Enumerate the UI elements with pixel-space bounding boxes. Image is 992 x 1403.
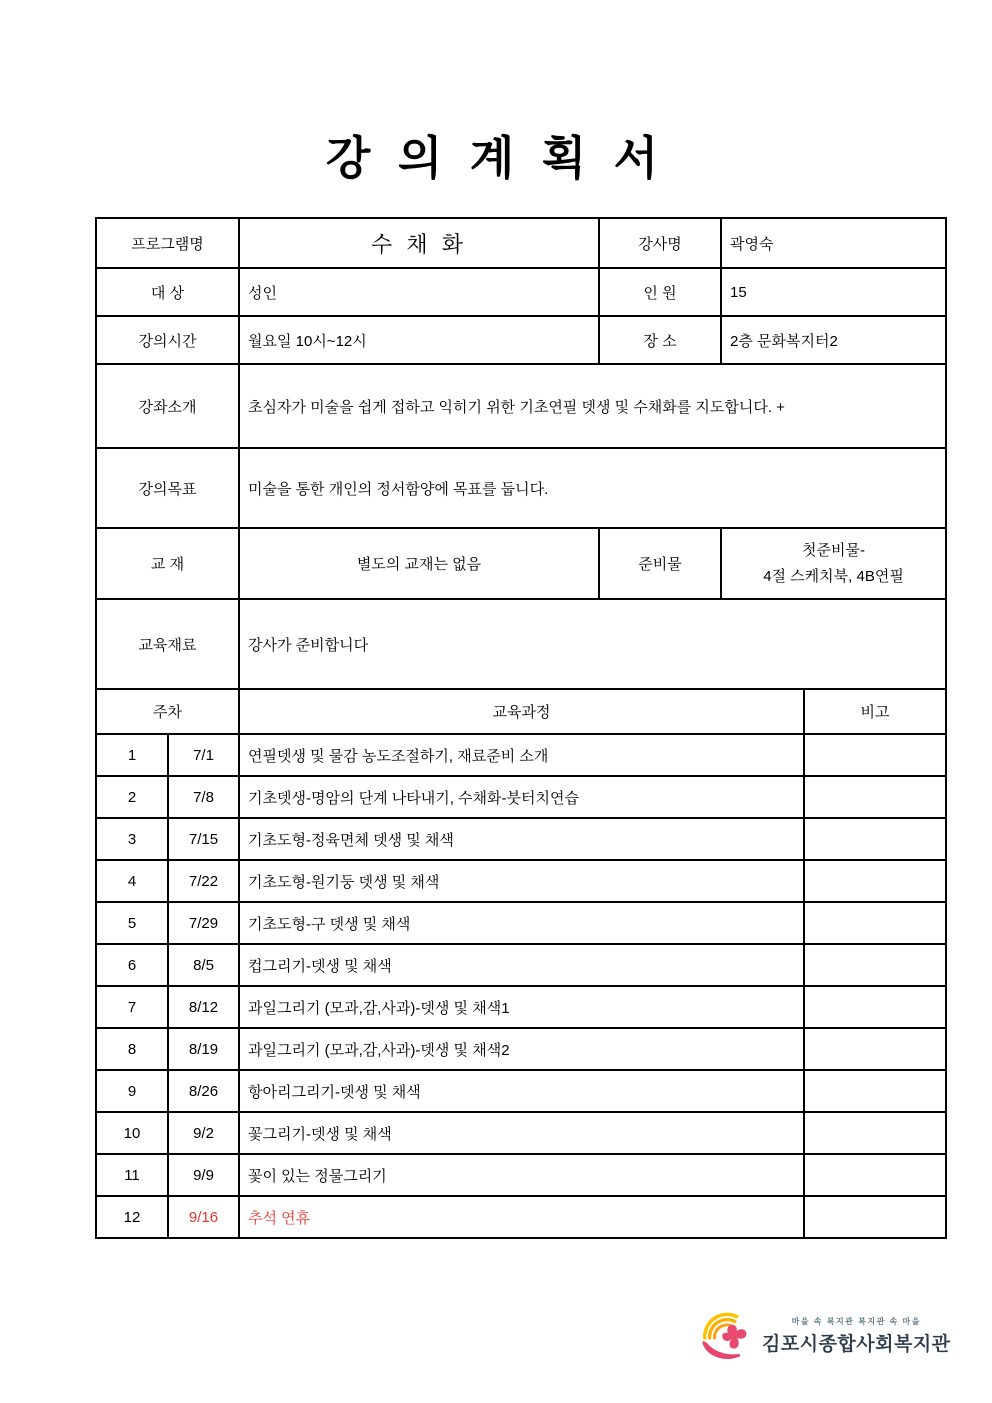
schedule-row (96, 776, 946, 818)
place-label: 장 소 (599, 316, 721, 364)
note-cell (804, 1196, 946, 1238)
lecture-goal-value: 미술을 통한 개인의 정서함양에 목표를 둡니다. (239, 448, 946, 528)
week-number: 6 (96, 944, 168, 986)
week-number: 9 (96, 1070, 168, 1112)
schedule-row (96, 734, 946, 776)
schedule-row (96, 1028, 946, 1070)
supplies-label: 준비물 (599, 528, 721, 599)
weekly-schedule-table (95, 688, 947, 1239)
instructor-value: 곽영숙 (721, 218, 946, 268)
note-cell (804, 860, 946, 902)
schedule-row (96, 1112, 946, 1154)
week-date: 9/2 (168, 1112, 239, 1154)
week-date: 7/1 (168, 734, 239, 776)
table-row (96, 599, 946, 689)
headcount-value: 15 (721, 268, 946, 316)
materials-label: 교육재료 (96, 599, 239, 689)
week-date: 8/5 (168, 944, 239, 986)
week-date: 7/22 (168, 860, 239, 902)
textbook-label: 교 재 (96, 528, 239, 599)
week-number: 12 (96, 1196, 168, 1238)
week-number: 1 (96, 734, 168, 776)
table-row (96, 364, 946, 448)
schedule-row (96, 818, 946, 860)
note-cell (804, 1028, 946, 1070)
note-cell (804, 986, 946, 1028)
curriculum-text: 컵그리기-뎃생 및 채색 (239, 944, 804, 986)
week-number: 8 (96, 1028, 168, 1070)
curriculum-text: 기초도형-원기둥 뎃생 및 채색 (239, 860, 804, 902)
week-number: 10 (96, 1112, 168, 1154)
table-row (96, 268, 946, 316)
curriculum-text: 기초뎃생-명암의 단계 나타내기, 수채화-붓터치연습 (239, 776, 804, 818)
organization-tagline: 마을 속 복지관 복지관 속 마을 (791, 1317, 921, 1326)
note-cell (804, 1070, 946, 1112)
curriculum-header: 교육과정 (239, 689, 804, 734)
week-number: 4 (96, 860, 168, 902)
textbook-value: 별도의 교재는 없음 (239, 528, 599, 599)
schedule-row (96, 1196, 946, 1238)
supplies-line2: 4절 스케치북, 4B연필 (763, 567, 904, 585)
note-cell (804, 902, 946, 944)
week-number: 7 (96, 986, 168, 1028)
curriculum-text: 항아리그리기-뎃생 및 채색 (239, 1070, 804, 1112)
program-name-label: 프로그램명 (96, 218, 239, 268)
course-info-table (95, 217, 947, 690)
table-row (96, 218, 946, 268)
course-intro-label: 강좌소개 (96, 364, 239, 448)
table-row (96, 528, 946, 599)
schedule-row (96, 902, 946, 944)
week-number: 2 (96, 776, 168, 818)
table-row (96, 448, 946, 528)
program-name-value: 수 채 화 (239, 218, 599, 268)
lecture-time-value: 월요일 10시~12시 (239, 316, 599, 364)
schedule-row (96, 944, 946, 986)
schedule-row (96, 860, 946, 902)
page-title: 강 의 계 획 서 (325, 133, 667, 184)
organization-name: 김포시종합사회복지관 (762, 1334, 951, 1355)
schedule-row (96, 1070, 946, 1112)
week-date: 9/16 (168, 1196, 239, 1238)
materials-value: 강사가 준비합니다 (239, 599, 946, 689)
week-date: 8/12 (168, 986, 239, 1028)
organization-logo-text (762, 1316, 951, 1356)
week-number: 3 (96, 818, 168, 860)
week-date: 7/29 (168, 902, 239, 944)
schedule-row (96, 986, 946, 1028)
schedule-header-row (96, 689, 946, 734)
note-cell (804, 818, 946, 860)
table-row (96, 316, 946, 364)
week-date: 8/19 (168, 1028, 239, 1070)
lecture-goal-label: 강의목표 (96, 448, 239, 528)
target-label: 대 상 (96, 268, 239, 316)
organization-logo (698, 1300, 951, 1372)
instructor-label: 강사명 (599, 218, 721, 268)
week-header: 주차 (96, 689, 239, 734)
week-date: 9/9 (168, 1154, 239, 1196)
note-cell (804, 1112, 946, 1154)
curriculum-text: 꽃이 있는 정물그리기 (239, 1154, 804, 1196)
note-cell (804, 776, 946, 818)
note-cell (804, 944, 946, 986)
note-header: 비고 (804, 689, 946, 734)
schedule-row (96, 1154, 946, 1196)
curriculum-text: 연필뎃생 및 물감 농도조절하기, 재료준비 소개 (239, 734, 804, 776)
target-value: 성인 (239, 268, 599, 316)
note-cell (804, 734, 946, 776)
week-date: 7/15 (168, 818, 239, 860)
curriculum-text: 과일그리기 (모과,감,사과)-뎃생 및 채색2 (239, 1028, 804, 1070)
curriculum-text: 기초도형-구 뎃생 및 채색 (239, 902, 804, 944)
week-date: 8/26 (168, 1070, 239, 1112)
week-date: 7/8 (168, 776, 239, 818)
week-number: 5 (96, 902, 168, 944)
supplies-value (721, 528, 946, 599)
curriculum-text: 꽃그리기-뎃생 및 채색 (239, 1112, 804, 1154)
headcount-label: 인 원 (599, 268, 721, 316)
curriculum-text: 과일그리기 (모과,감,사과)-뎃생 및 채색1 (239, 986, 804, 1028)
week-number: 11 (96, 1154, 168, 1196)
lecture-time-label: 강의시간 (96, 316, 239, 364)
note-cell (804, 1154, 946, 1196)
course-intro-value: 초심자가 미술을 쉽게 접하고 익히기 위한 기초연필 뎃생 및 수채화를 지도합니다. + (239, 364, 946, 448)
curriculum-text: 기초도형-정육면체 뎃생 및 채색 (239, 818, 804, 860)
curriculum-text: 추석 연휴 (239, 1196, 804, 1238)
supplies-line1: 첫준비물- (802, 542, 865, 559)
gimpo-welfare-center-logo-icon (698, 1302, 760, 1370)
place-value: 2층 문화복지터2 (721, 316, 946, 364)
